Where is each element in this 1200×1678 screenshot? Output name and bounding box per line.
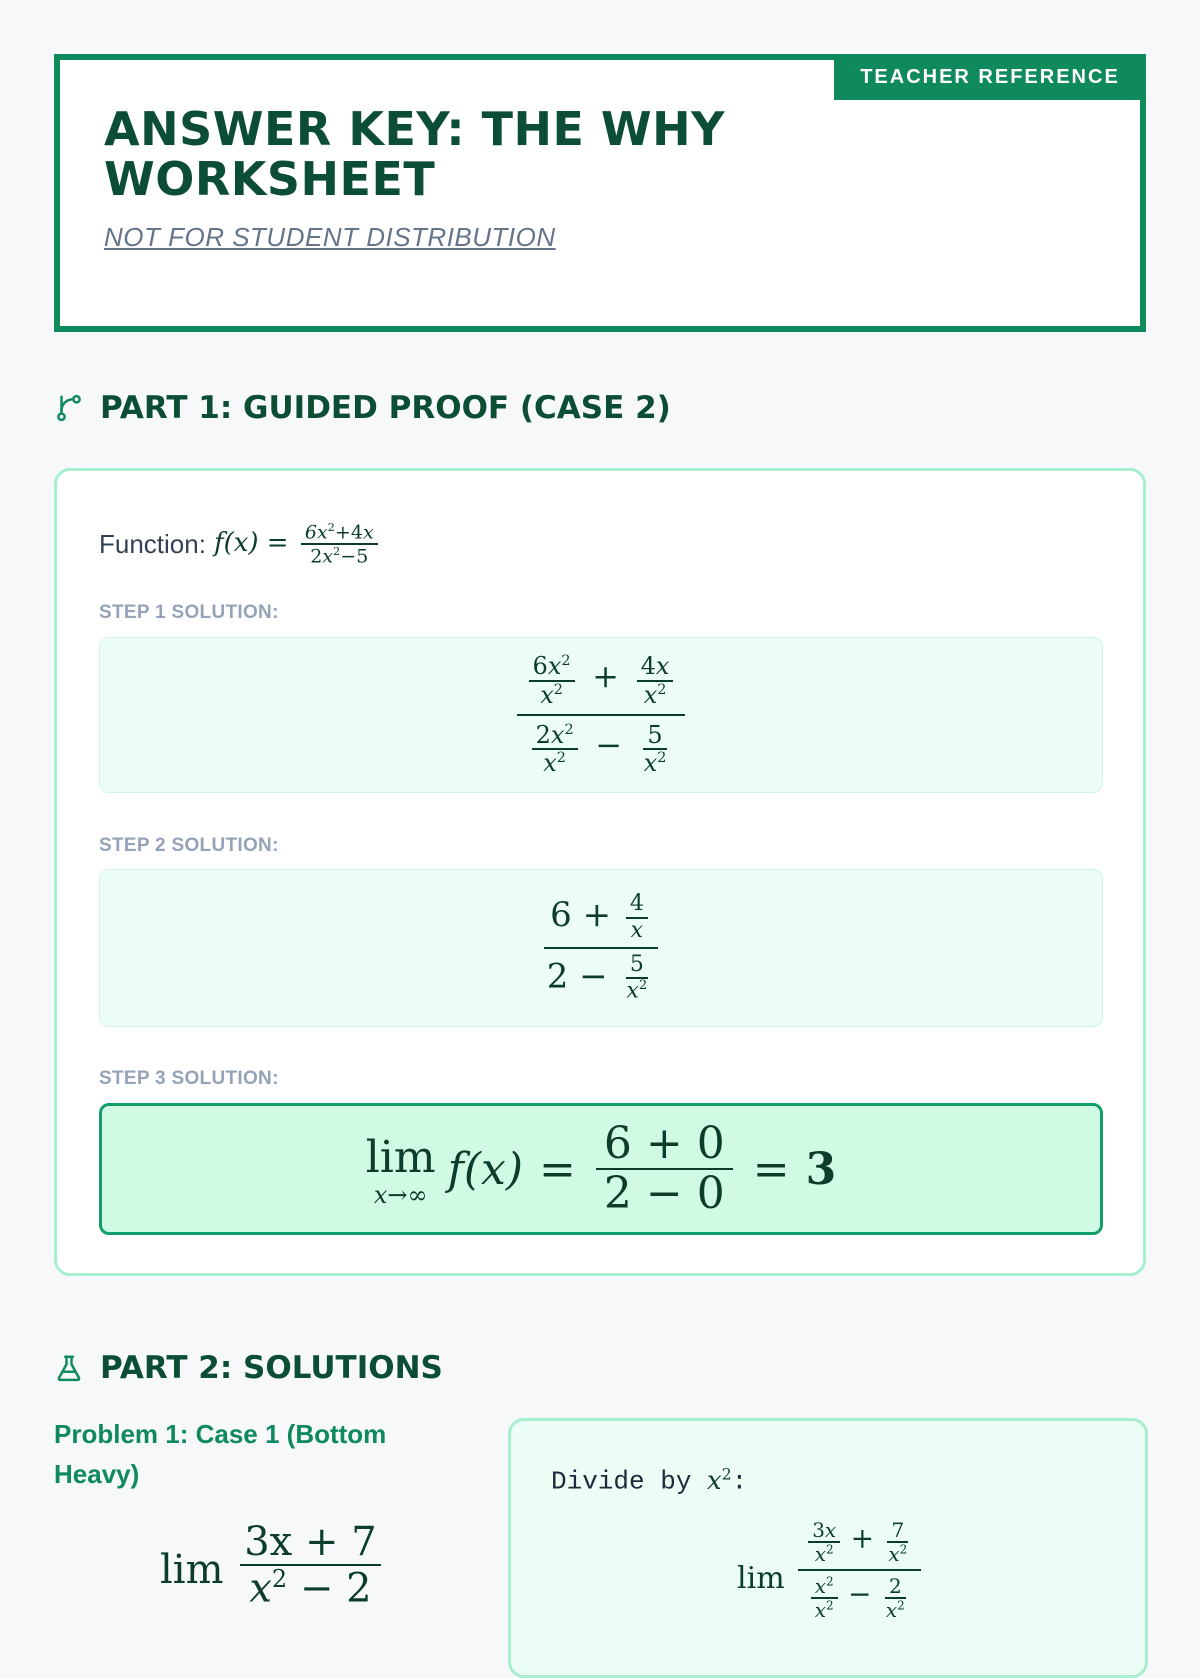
part2-heading-text: PART 2: SOLUTIONS: [100, 1350, 443, 1386]
branch-icon: [54, 393, 84, 423]
page-title: ANSWER KEY: THE WHY WORKSHEET: [104, 102, 725, 206]
final-value: 3: [805, 1143, 837, 1195]
guided-proof-card: [54, 468, 1146, 1276]
part1-heading-text: PART 1: GUIDED PROOF (CASE 2): [100, 390, 671, 426]
flask-icon: [54, 1353, 84, 1383]
function-formula: f(x) = $\frac{6x^2+4x}{2x^2-5}$: [214, 521, 382, 567]
step1-formula: $\frac{6x^2}{x^2}$ + $\frac{4x}{x^2}$ $\frac{2x^2}{x^2}$ − $\frac{5}{x^2}$: [513, 653, 690, 777]
function-label: Function:: [99, 528, 206, 559]
step3-label: STEP 3 SOLUTION:: [99, 1068, 279, 1089]
step3-formula: lim x→∞ f(x) = $\frac{6 + 0}{2 - 0}$ = 3: [365, 1117, 837, 1219]
function-line: [99, 521, 382, 567]
problem1-title: Problem 1: Case 1 (Bottom Heavy): [54, 1419, 387, 1489]
divide-label: Divide by: [551, 1466, 692, 1497]
step1-label: STEP 1 SOLUTION:: [99, 602, 279, 623]
problem1-solution-card: [508, 1418, 1148, 1678]
step2-label: STEP 2 SOLUTION:: [99, 835, 279, 856]
part2-heading: [54, 1350, 443, 1386]
step2-solution: [99, 869, 1103, 1027]
teacher-reference-badge: TEACHER REFERENCE: [834, 54, 1146, 100]
step2-formula: 6 + $\frac{4}{x}$ 2 − $\frac{5}{x^2}$: [537, 892, 666, 1003]
distribution-notice: NOT FOR STUDENT DISTRIBUTION: [104, 222, 556, 252]
divide-formula: lim $\frac{3x}{x^2}$ + $\frac{7}{x^2}$ $\frac{x^2}{x^2}$ − $\frac{2}{x^2}$: [737, 1519, 925, 1621]
problem1-formula: lim $\frac{3x + 7}{x^2 - 2}$: [160, 1520, 385, 1610]
step3-final-answer: [99, 1103, 1103, 1235]
part1-heading: [54, 390, 671, 426]
step1-solution: [99, 637, 1103, 793]
divide-instruction: Divide by $x^2$:: [551, 1465, 748, 1497]
header-card: [54, 54, 1146, 332]
